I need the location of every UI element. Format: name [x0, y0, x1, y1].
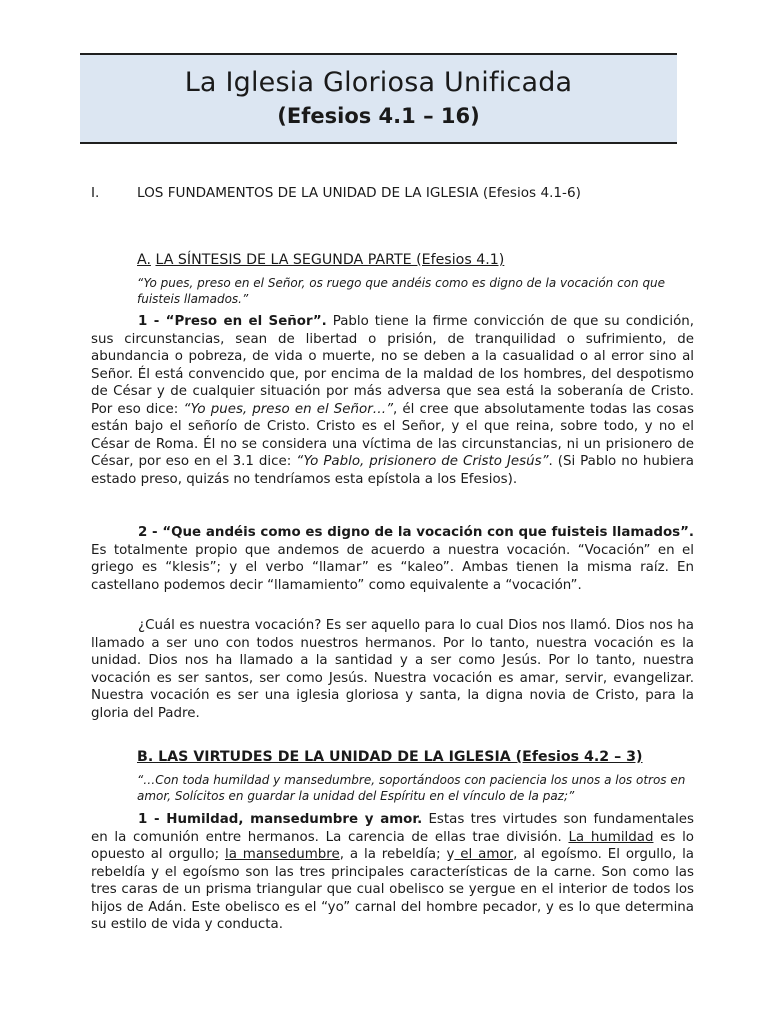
- underlined-run: la mansedumbre: [225, 847, 340, 862]
- document-subtitle: (Efesios 4.1 – 16): [277, 104, 480, 128]
- text-run: Pablo tiene la firme convicción de que su condición, sus circunstancias, sean de libertad o prisión, de tranquilidad o sufrimiento, de abundancia o pobreza, de vida o muerte, no se deben a la casualidad o al error sino al Señor. Él está convencido que, por encima de la maldad de los hombres, del despotismo de César y de cualquier situación por más adversa que sea está la soberanía de Cristo. Por eso dice:: [91, 314, 695, 417]
- italic-run: “Yo Pablo, prisionero de Cristo Jesús”: [296, 454, 549, 469]
- text-run: , él cree que absolutamente todas las cosas están bajo el señorío de Cristo. Cristo es el Señor, y el que reina, sobre todo, y no el César de Roma. Él no se considera una víctima de las circunstancias, ni un prisionero de César, por eso en el 3.1 dice:: [91, 401, 694, 469]
- section-a-heading: [137, 251, 697, 269]
- underlined-run: La humildad: [568, 829, 654, 845]
- section-a-title: LA SÍNTESIS DE LA SEGUNDA PARTE (Efesios 4.1): [155, 252, 505, 268]
- text-run: Estas tres virtudes son fundamentales en la comunión entre hermanos. La carencia de ellas trae división.: [91, 812, 695, 845]
- section-1-title: LOS FUNDAMENTOS DE LA UNIDAD DE LA IGLESIA (Efesios 4.1-6): [137, 185, 581, 201]
- text-run: . (Si Pablo no hubiera estado preso, quizás no tendríamos esta epístola a los Efesios).: [91, 454, 695, 487]
- section-a-p1-lead: 1 - “Preso en el Señor”.: [138, 314, 327, 329]
- section-b-title: B. LAS VIRTUDES DE LA UNIDAD DE LA IGLESIA (Efesios 4.2 – 3): [137, 749, 643, 765]
- section-a-p2-lead: 2 - “Que andéis como es digno de la vocación con que fuisteis llamados”.: [138, 525, 694, 540]
- italic-run: “Yo pues, preso en el Señor…”: [183, 401, 394, 417]
- section-a-letter: A.: [137, 252, 151, 268]
- section-1-number: I.: [91, 185, 100, 201]
- title-box: [80, 53, 677, 144]
- section-1-heading: [91, 184, 697, 202]
- section-a-paragraph-2: [91, 524, 694, 594]
- text-run: Es totalmente propio que andemos de acuerdo a nuestra vocación. “Vocación” en el griego es “klesis”; y el verbo “llamar” es “kaleo”. Ambas tienen la misma raíz. En castellano podemos decir “llamamiento” como equivalente a “vocación”.: [91, 542, 694, 593]
- section-a-paragraph-3: [91, 617, 694, 722]
- text-run: , al egoísmo. El orgullo, la rebeldía y el egoísmo son las tres principales características de la carne. Son como las tres caras de un prisma triangular que cual obelisco se yergue en el interior de todos los hijos de Adán. Este obelisco es el “yo” carnal del hombre pecador, y es lo que determina su estilo de vida y conducta.: [91, 847, 694, 932]
- document-title: La Iglesia Gloriosa Unificada: [184, 67, 573, 98]
- section-a-paragraph-1: [91, 313, 694, 488]
- section-a-quote: “Yo pues, preso en el Señor, os ruego que andéis como es digno de la vocación con que fuisteis llamados.”: [137, 276, 666, 306]
- section-b-heading: [137, 748, 697, 766]
- section-b-p1-lead: 1 - Humildad, mansedumbre y amor.: [138, 812, 423, 827]
- text-run: ¿Cuál es nuestra vocación? Es ser aquello para lo cual Dios nos llamó. Dios nos ha llamado a ser uno con todos nuestros hermanos. Por lo tanto, nuestra vocación es la unidad. Dios nos ha llamado a la santidad y a ser como Jesús. Por lo tanto, nuestra vocación es ser santos, ser como Jesús. Nuestra vocación es amar, servir, evangelizar. Nuestra vocación es ser una iglesia gloriosa y santa, la digna novia de Cristo, para la gloria del Padre.: [91, 618, 694, 721]
- text-run: , a la rebeldía; y: [339, 847, 455, 862]
- section-b-quote: “…Con toda humildad y mansedumbre, soportándoos con paciencia los unos a los otros en amor, Solícitos en guardar la unidad del Espíritu en el vínculo de la paz;”: [137, 773, 686, 803]
- text-run: es lo opuesto al orgullo;: [91, 829, 694, 862]
- section-b-paragraph-1: [91, 811, 694, 934]
- underlined-run: el amor: [454, 847, 514, 862]
